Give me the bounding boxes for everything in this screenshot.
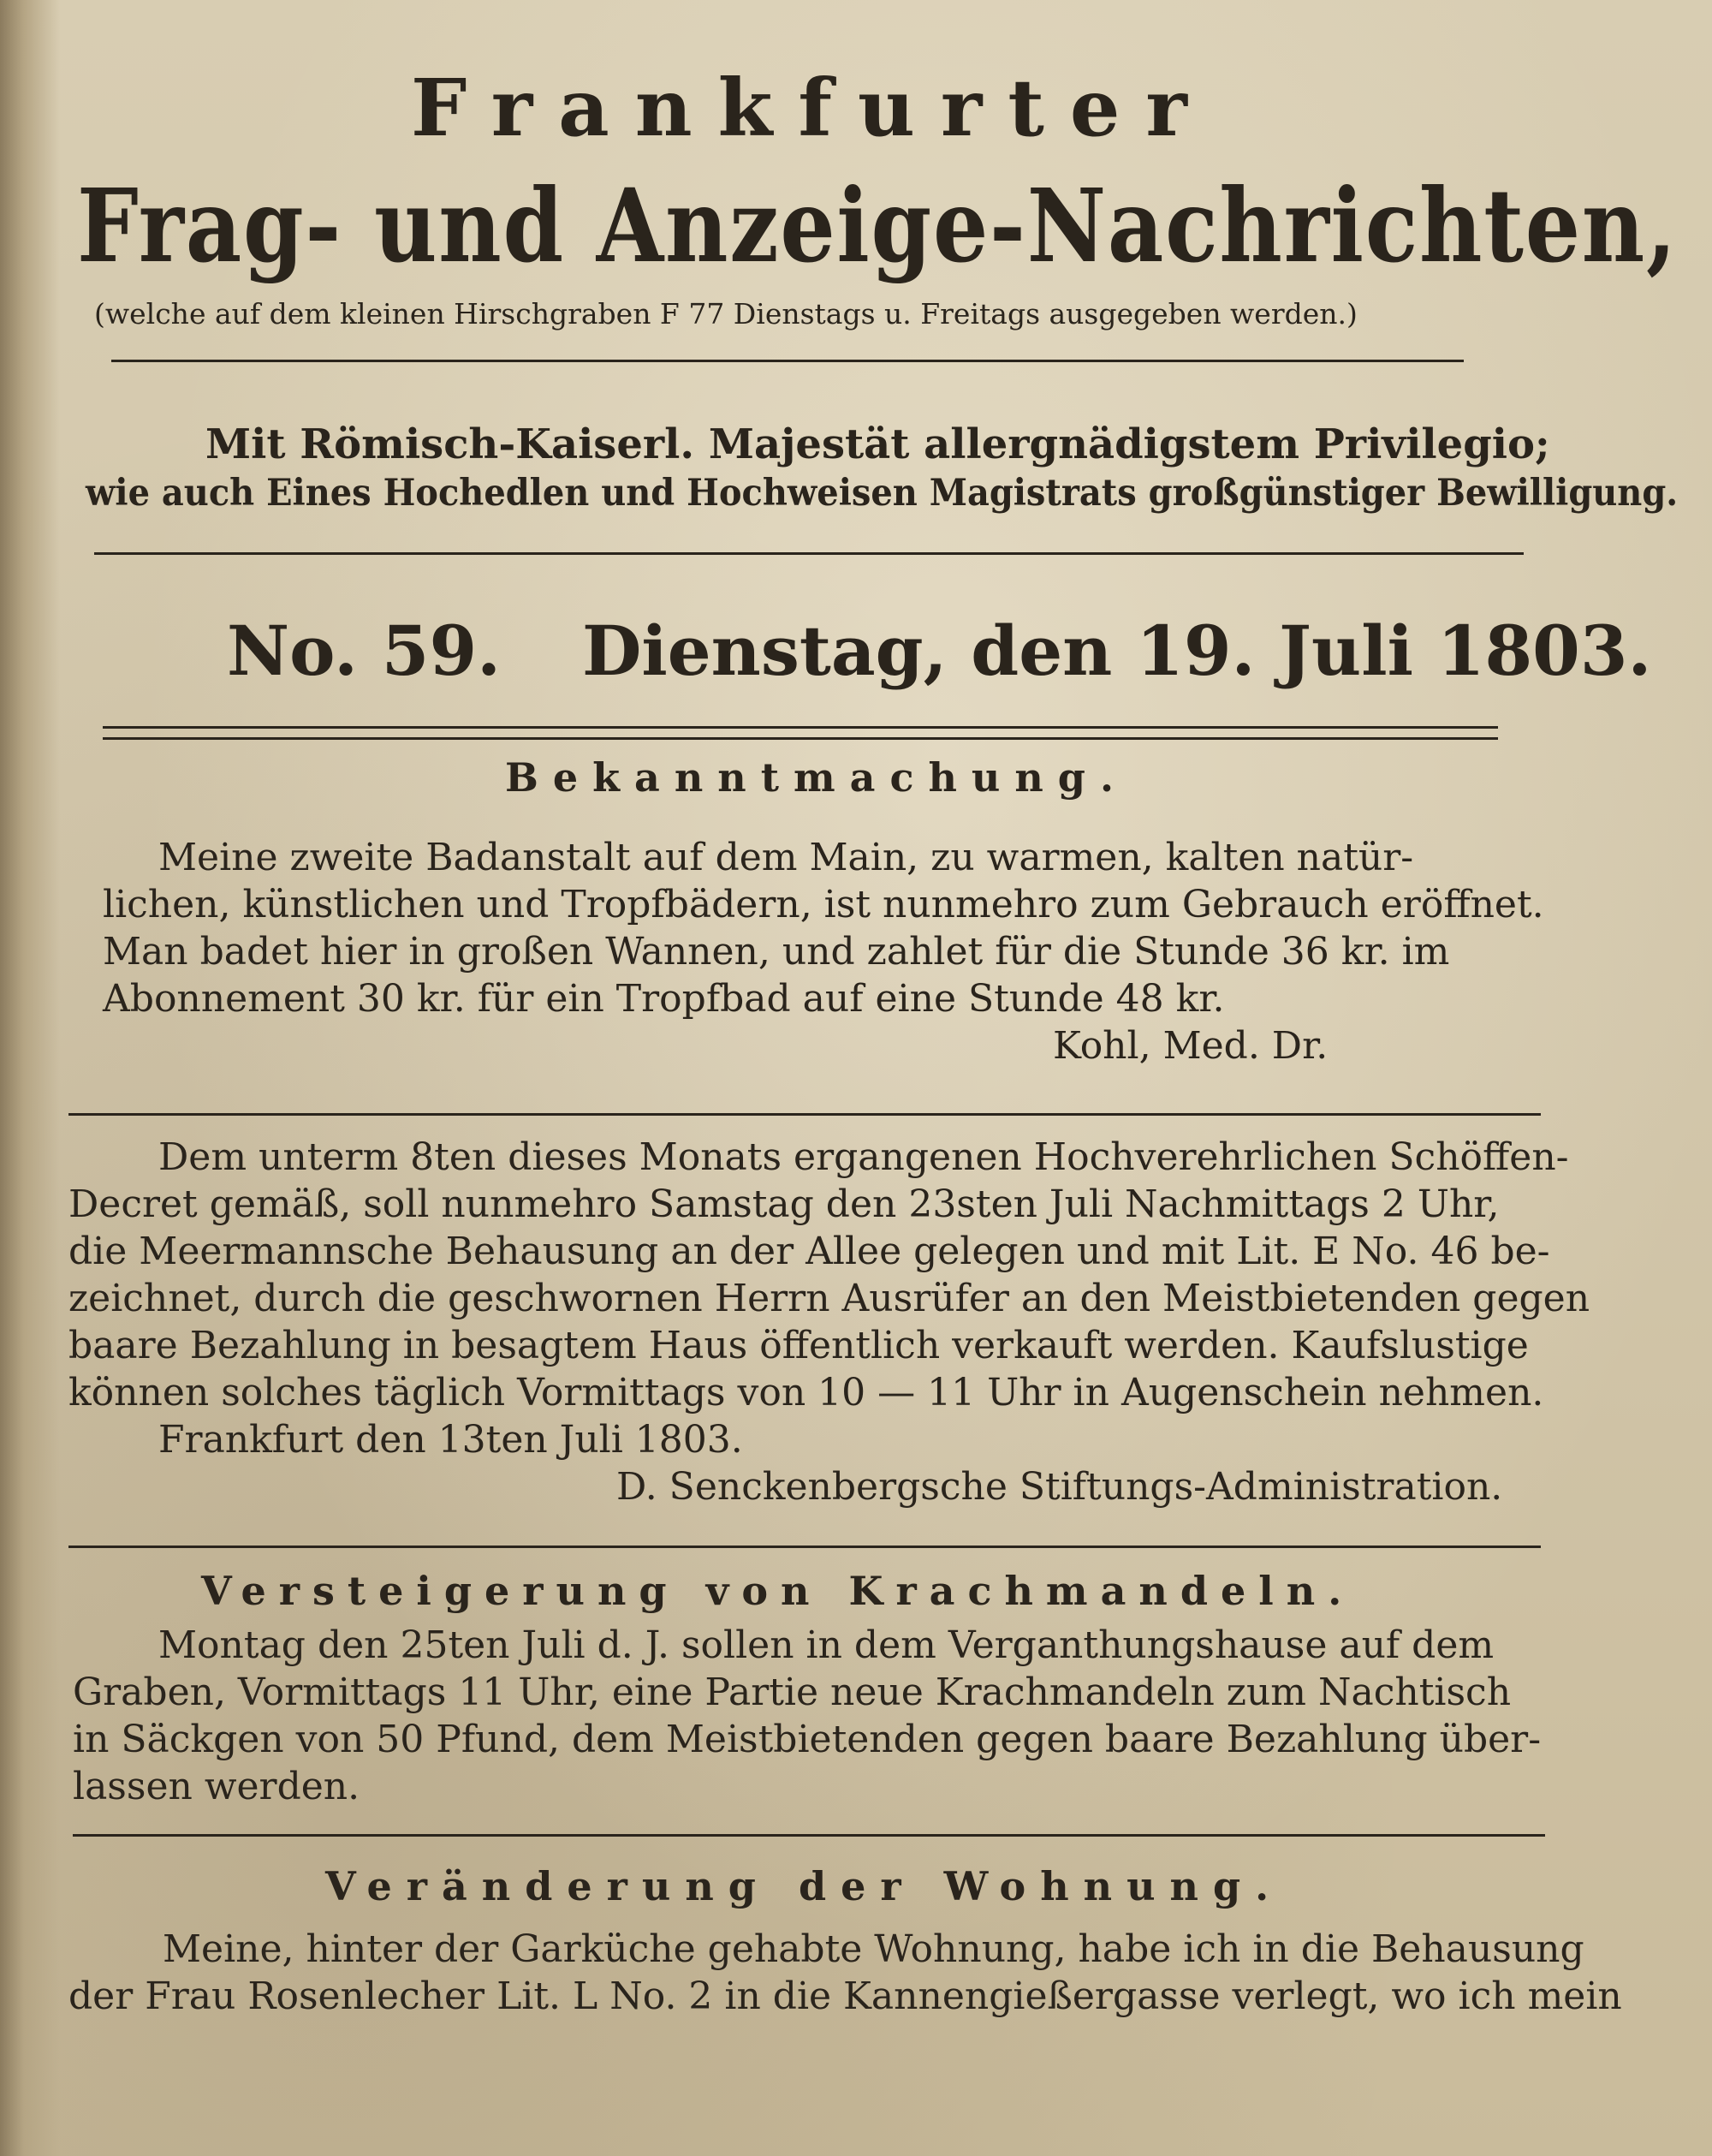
notice-text-line: Frankfurt den 13ten Juli 1803. xyxy=(158,1418,743,1462)
masthead-title-line1: Frankfurter xyxy=(411,62,1213,154)
divider-rule xyxy=(111,360,1464,362)
notice-text-line: in Säckgen von 50 Pfund, dem Meistbietenden gegen baare Bezahlung über- xyxy=(73,1718,1542,1761)
notice-text-line: lassen werden. xyxy=(73,1765,360,1808)
notice-text-line: lichen, künstlichen und Tropfbädern, ist nunmehro zum Gebrauch eröffnet. xyxy=(103,883,1544,926)
notice-text-line: Dem unterm 8ten dieses Monats ergangenen Hochverehrlichen Schöffen- xyxy=(158,1135,1569,1179)
issue-date: Dienstag, den 19. Juli 1803. xyxy=(582,610,1652,691)
notice-text-line: baare Bezahlung in besagtem Haus öffentlich verkauft werden. Kaufslustige xyxy=(68,1324,1529,1367)
notice-heading: Bekanntmachung. xyxy=(505,754,1128,801)
notice-text-line: Abonnement 30 kr. für ein Tropfbad auf eine Stunde 48 kr. xyxy=(103,977,1225,1021)
notice-signature: Kohl, Med. Dr. xyxy=(1053,1024,1329,1068)
notice-heading: Versteigerung von Krachmandeln. xyxy=(201,1568,1355,1614)
double-divider-rule xyxy=(103,726,1498,740)
notice-heading: Veränderung der Wohnung. xyxy=(325,1863,1284,1909)
masthead-title-line2: Frag- und Anzeige-Nachrichten, xyxy=(77,166,1678,285)
issue-number: No. 59. xyxy=(227,610,501,691)
book-spine-shadow xyxy=(0,0,60,2156)
notice-text-line: der Frau Rosenlecher Lit. L No. 2 in die Kannengießergasse verlegt, wo ich mein xyxy=(68,1974,1622,2018)
divider-rule xyxy=(68,1546,1541,1548)
notice-text-line: Meine zweite Badanstalt auf dem Main, zu warmen, kalten natür- xyxy=(158,836,1414,879)
notice-text-line: Montag den 25ten Juli d. J. sollen in dem Verganthungshause auf dem xyxy=(158,1623,1495,1667)
divider-rule xyxy=(94,552,1524,555)
divider-rule xyxy=(68,1113,1541,1116)
divider-rule xyxy=(73,1834,1545,1837)
privilege-line-2: wie auch Eines Hochedlen und Hochweisen Magistrats großgünstiger Bewilligung. xyxy=(86,472,1679,515)
notice-signature: D. Senckenbergsche Stiftungs-Administration. xyxy=(616,1465,1503,1509)
notice-text-line: können solches täglich Vormittags von 10 — 11 Uhr in Augenschein nehmen. xyxy=(68,1371,1544,1415)
notice-text-line: Meine, hinter der Garküche gehabte Wohnung, habe ich in die Behausung xyxy=(163,1927,1584,1971)
notice-text-line: Graben, Vormittags 11 Uhr, eine Partie neue Krachmandeln zum Nachtisch xyxy=(73,1671,1512,1714)
notice-text-line: Man badet hier in großen Wannen, und zahlet für die Stunde 36 kr. im xyxy=(103,930,1450,974)
privilege-line-1: Mit Römisch-Kaiserl. Majestät allergnädigstem Privilegio; xyxy=(205,420,1550,468)
notice-text-line: Decret gemäß, soll nunmehro Samstag den 23sten Juli Nachmittags 2 Uhr, xyxy=(68,1182,1500,1226)
notice-text-line: die Meermannsche Behausung an der Allee gelegen und mit Lit. E No. 46 be- xyxy=(68,1230,1550,1273)
masthead-subtitle: (welche auf dem kleinen Hirschgraben F 77 Dienstags u. Freitags ausgegeben werden.) xyxy=(94,297,1358,331)
notice-text-line: zeichnet, durch die geschwornen Herrn Ausrüfer an den Meistbietenden gegen xyxy=(68,1277,1590,1320)
